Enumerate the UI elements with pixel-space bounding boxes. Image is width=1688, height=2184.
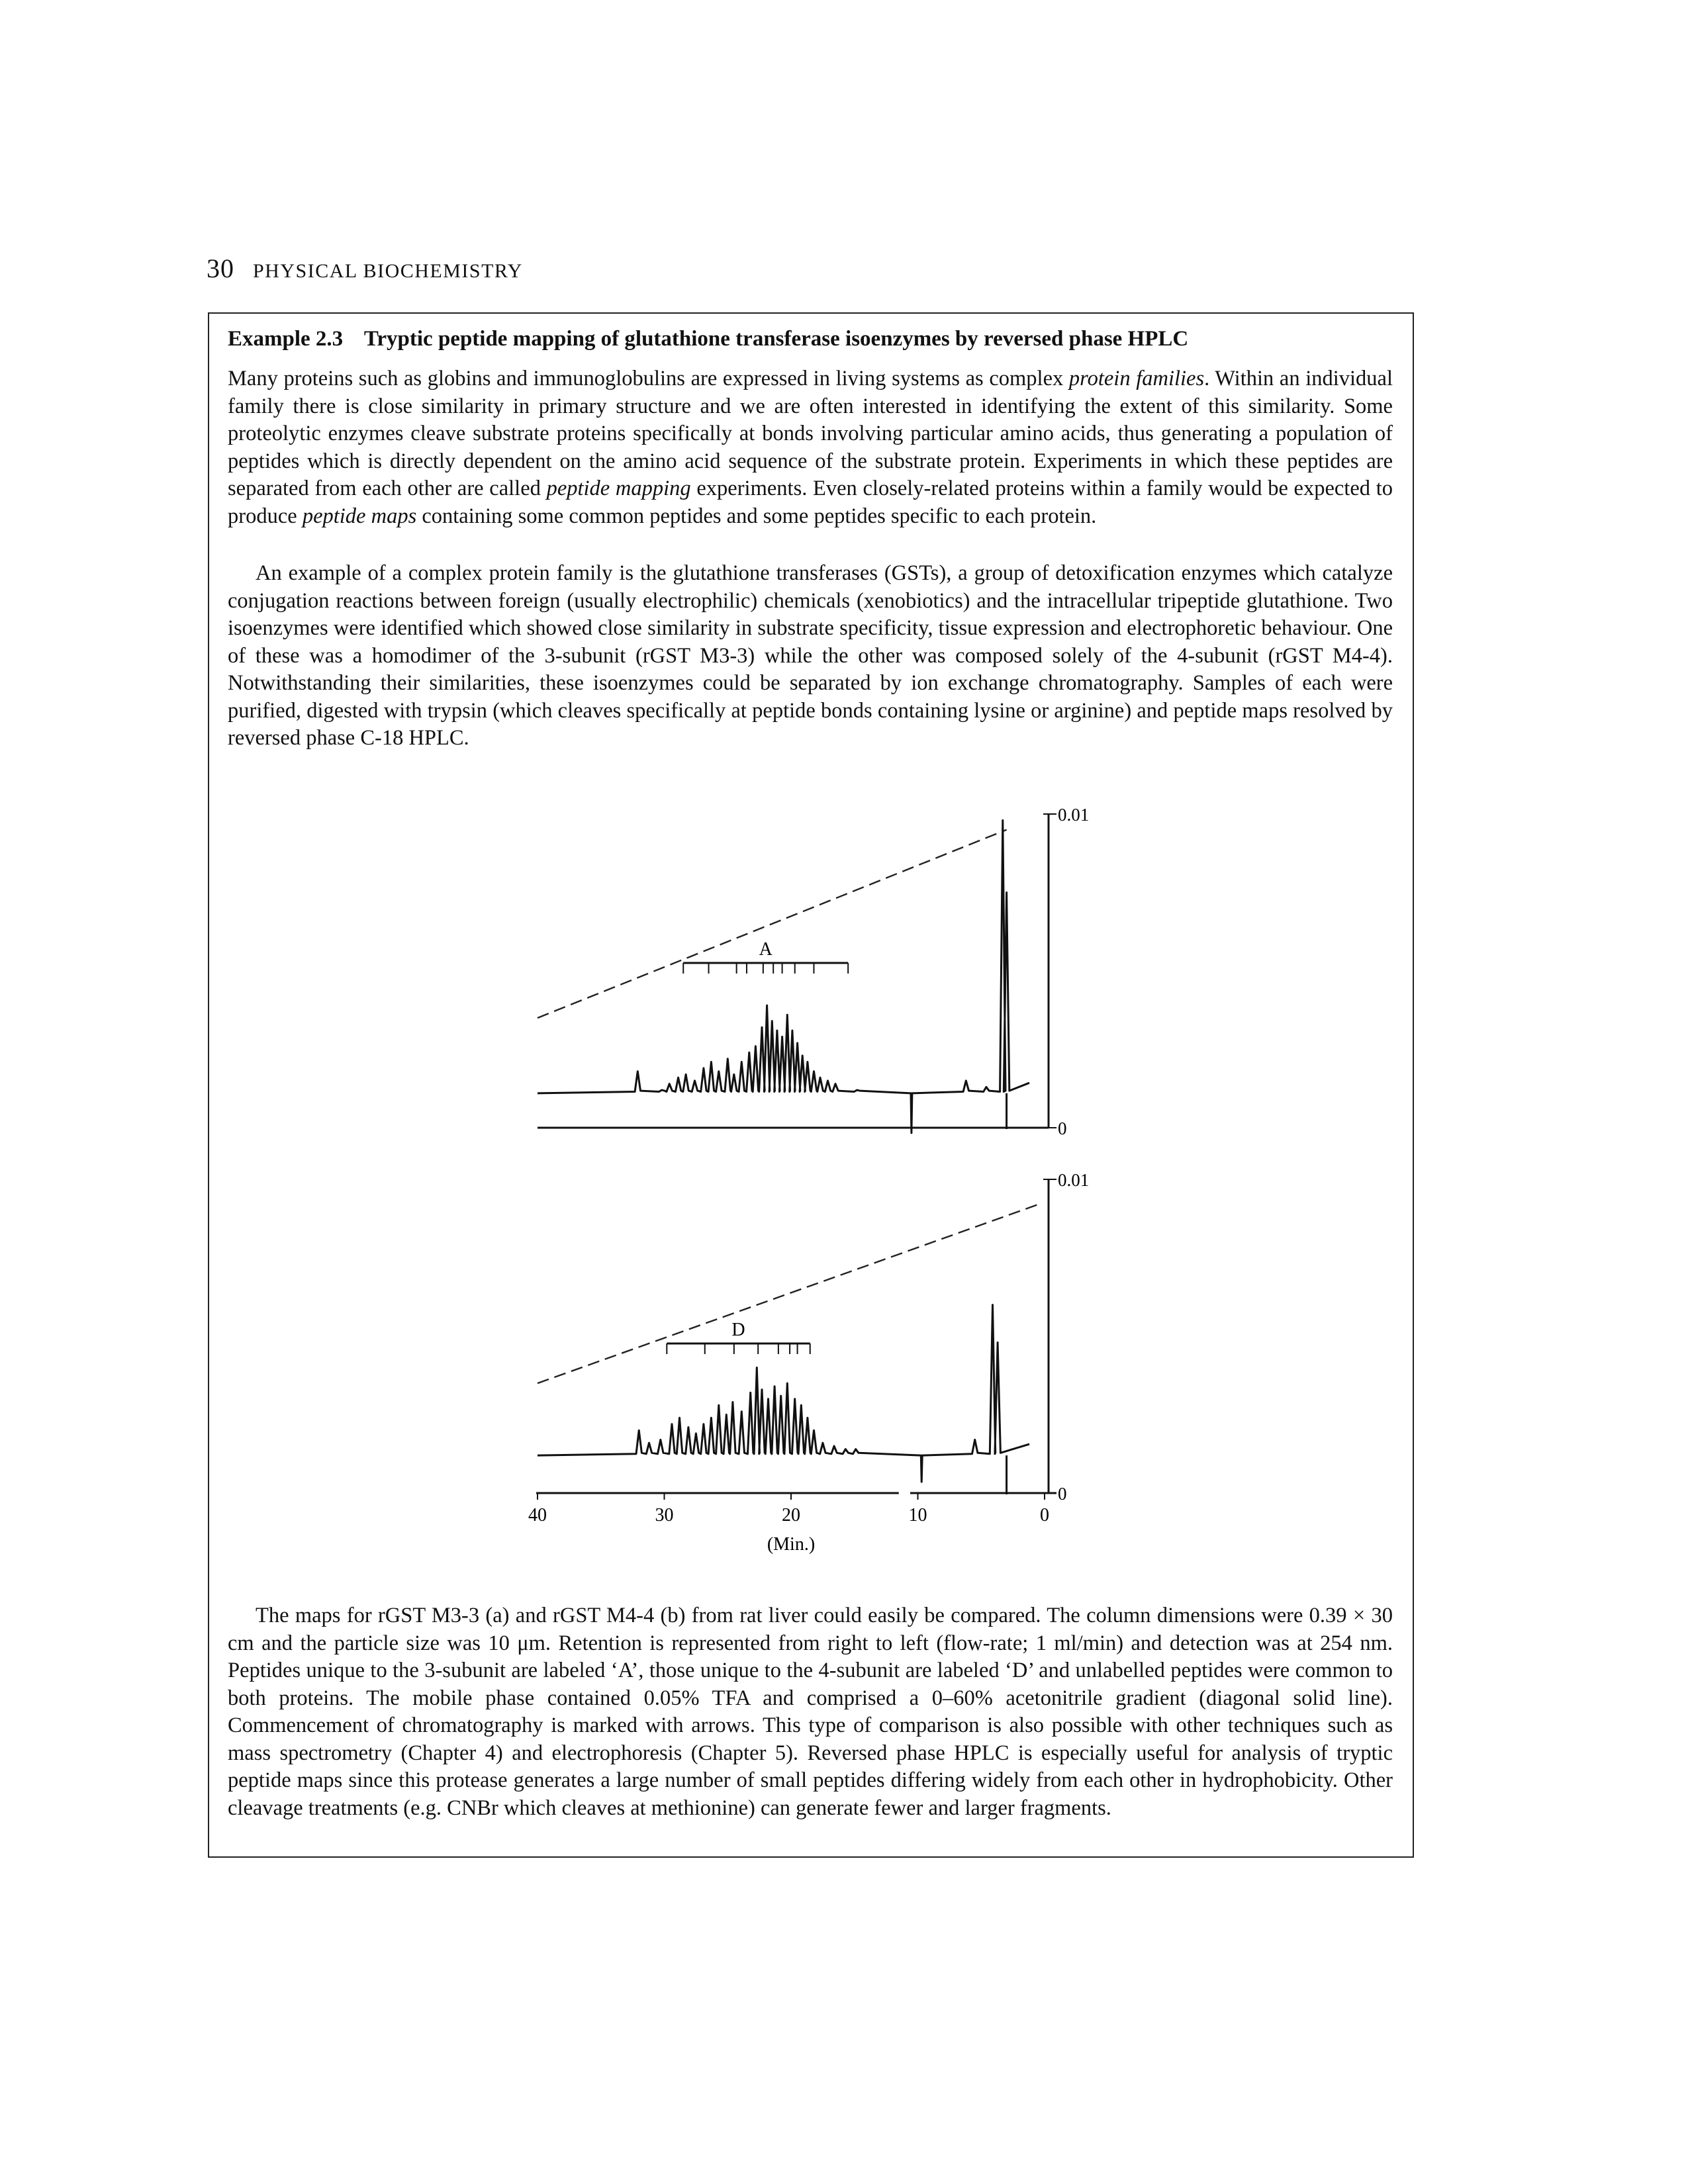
y-tick-label: 0: [1058, 1484, 1067, 1504]
text-run: containing some common peptides and some peptides specific to each protein.: [416, 504, 1097, 528]
x-axis: [528, 1493, 1056, 1555]
x-tick-label: 0: [1040, 1505, 1049, 1525]
example-label: Example 2.3: [228, 327, 344, 351]
bracket-label: D: [731, 1320, 745, 1340]
italic-term: peptide maps: [302, 504, 417, 528]
text-run: Many proteins such as globins and immunoglobulins are expressed in living systems as complex: [228, 367, 1069, 390]
chart-panel-b: [538, 1170, 1089, 1504]
text-run: An example of a complex protein family is the glutathione transferases (GSTs), a group of detoxification enzymes which catalyze conjugation reactions between foreign (usually electrophilic) chemicals (xenobiotics) and the intracellular tripeptide glutathione. Two isoenzymes were identified which showed close similarity in substrate specificity, tissue expression and electrophoretic behaviour. One of these was a homodimer of the 3-subunit (rGST M3-3) while the other was composed solely of the 4-subunit (rGST M4-4). Notwithstanding their similarities, these isoenzymes could be separated by ion exchange chromatography. Samples of each were purified, digested with trypsin (which cleaves specifically at peptide bonds containing lysine or arginine) and peptide maps resolved by reversed phase C-18 HPLC.: [228, 561, 1393, 750]
italic-term: protein families: [1068, 367, 1205, 390]
y-tick-label: 0.01: [1058, 805, 1090, 825]
x-tick-label: 20: [782, 1505, 800, 1525]
running-header: [207, 253, 523, 284]
gradient-line: [538, 1205, 1038, 1383]
running-title: PHYSICAL BIOCHEMISTRY: [253, 260, 523, 282]
x-tick-label: 40: [528, 1505, 547, 1525]
paragraph-caption: [228, 1602, 1393, 1822]
page-number: 30: [207, 253, 234, 283]
text-run: . Within an individual family there is close similarity in primary structure and we are often interested in identifying the extent of this similarity. Some proteolytic enzymes cleave substrate proteins specifically at bonds involving particular amino acids, thus generating a population of peptides which is directly dependent on the amino acid sequence of the substrate protein. Experiments in which these peptides are separated from each other are called: [228, 367, 1393, 500]
y-tick-label: 0: [1058, 1118, 1067, 1138]
x-axis-label: (Min.): [767, 1534, 816, 1555]
chart-panel-a: [538, 805, 1089, 1138]
gradient-line: [538, 830, 1007, 1018]
text-run: The maps for rGST M3-3 (a) and rGST M4-4 (b) from rat liver could easily be compared. The column dimensions were 0.39 × 30 cm and the particle size was 10 μm. Retention is represented from right to left (flow-rate; 1 ml/min) and detection was at 254 nm. Peptides unique to the 3-subunit are labeled ‘A’, those unique to the 4-subunit are labeled ‘D’ and unlabelled peptides were common to both proteins. The mobile phase contained 0.05% TFA and comprised a 0–60% acetonitrile gradient (diagonal solid line). Commencement of chromatography is marked with arrows. This type of comparison is also possible with other techniques such as mass spectrometry (Chapter 4) and electrophoresis (Chapter 5). Reversed phase HPLC is especially useful for analysis of tryptic peptide maps since this protease generates a large number of small peptides differing widely from each other in hydrophobicity. Other cleavage treatments (e.g. CNBr which cleaves at methionine) can generate fewer and larger fragments.: [228, 1604, 1393, 1820]
x-tick-label: 30: [655, 1505, 674, 1525]
x-tick-label: 10: [908, 1505, 927, 1525]
italic-term: peptide mapping: [546, 477, 691, 500]
chromatogram-trace: [538, 821, 1029, 1133]
hplc-figure: [209, 314, 1415, 1571]
chromatogram-trace: [538, 1305, 1029, 1482]
example-heading: Tryptic peptide mapping of glutathione transferase isoenzymes by reversed phase HPLC: [363, 327, 1189, 351]
bracket-label: A: [759, 939, 773, 960]
text-run: experiments. Even closely-related proteins within a family would be expected to produce: [228, 477, 1393, 528]
y-tick-label: 0.01: [1058, 1170, 1090, 1190]
example-box: [208, 312, 1414, 1858]
